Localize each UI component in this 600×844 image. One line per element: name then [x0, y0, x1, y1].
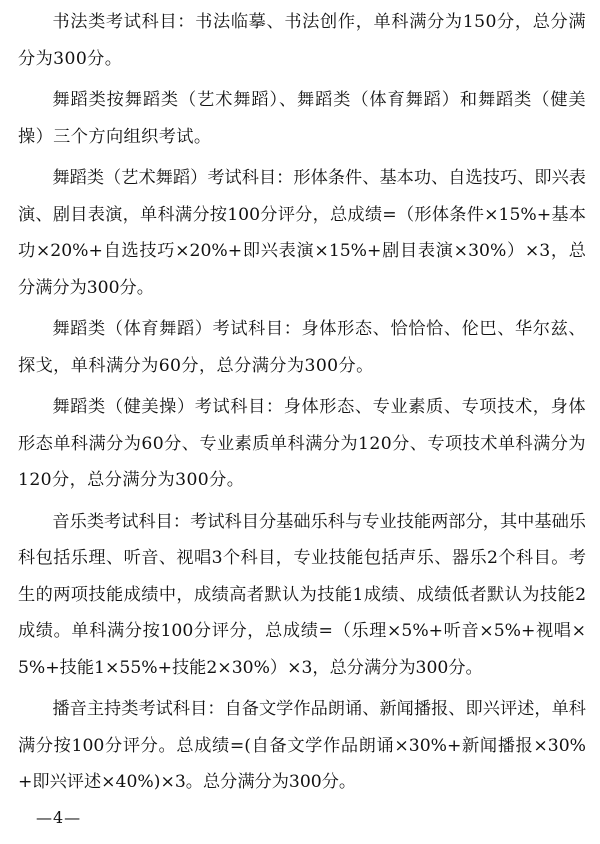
page-number: —4—	[36, 808, 82, 827]
paragraph-dance-aerobics: 舞蹈类（健美操）考试科目：身体形态、专业素质、专项技术，身体形态单科满分为60分、专业素质单科满分为120分、专项技术单科满分为120分，总分满分为300分。	[18, 397, 586, 490]
paragraph-dance-overview: 舞蹈类按舞蹈类（艺术舞蹈）、舞蹈类（体育舞蹈）和舞蹈类（健美操）三个方向组织考试。	[18, 90, 586, 147]
paragraph-music: 音乐类考试科目：考试科目分基础乐科与专业技能两部分，其中基础乐科包括乐理、听音、视唱3个科目，专业技能包括声乐、器乐2个科目。考生的两项技能成绩中，成绩高者默认为技能1成绩、成绩低者默认为技能2成绩。单科满分按100分评分，总成绩=（乐理×5%+听音×5%+视唱×5%+技能1×55%+技能2×30%）×3，总分满分为300分。	[18, 511, 586, 678]
paragraph-dance-art: 舞蹈类（艺术舞蹈）考试科目：形体条件、基本功、自选技巧、即兴表演、剧目表演，单科满分按100分评分，总成绩=（形体条件×15%+基本功×20%+自选技巧×20%+即兴表演×15%+剧目表演×30%）×3，总分满分为300分。	[18, 168, 586, 298]
paragraph-calligraphy: 书法类考试科目：书法临摹、书法创作，单科满分为150分，总分满分为300分。	[18, 12, 586, 69]
paragraph-broadcasting: 播音主持类考试科目：自备文学作品朗诵、新闻播报、即兴评述，单科满分按100分评分。总成绩=(自备文学作品朗诵×30%+新闻播报×30%+即兴评述×40%)×3。总分满分为300分。	[18, 699, 586, 792]
paragraph-dance-sport: 舞蹈类（体育舞蹈）考试科目：身体形态、恰恰恰、伦巴、华尔兹、探戈，单科满分为60分，总分满分为300分。	[18, 319, 586, 376]
